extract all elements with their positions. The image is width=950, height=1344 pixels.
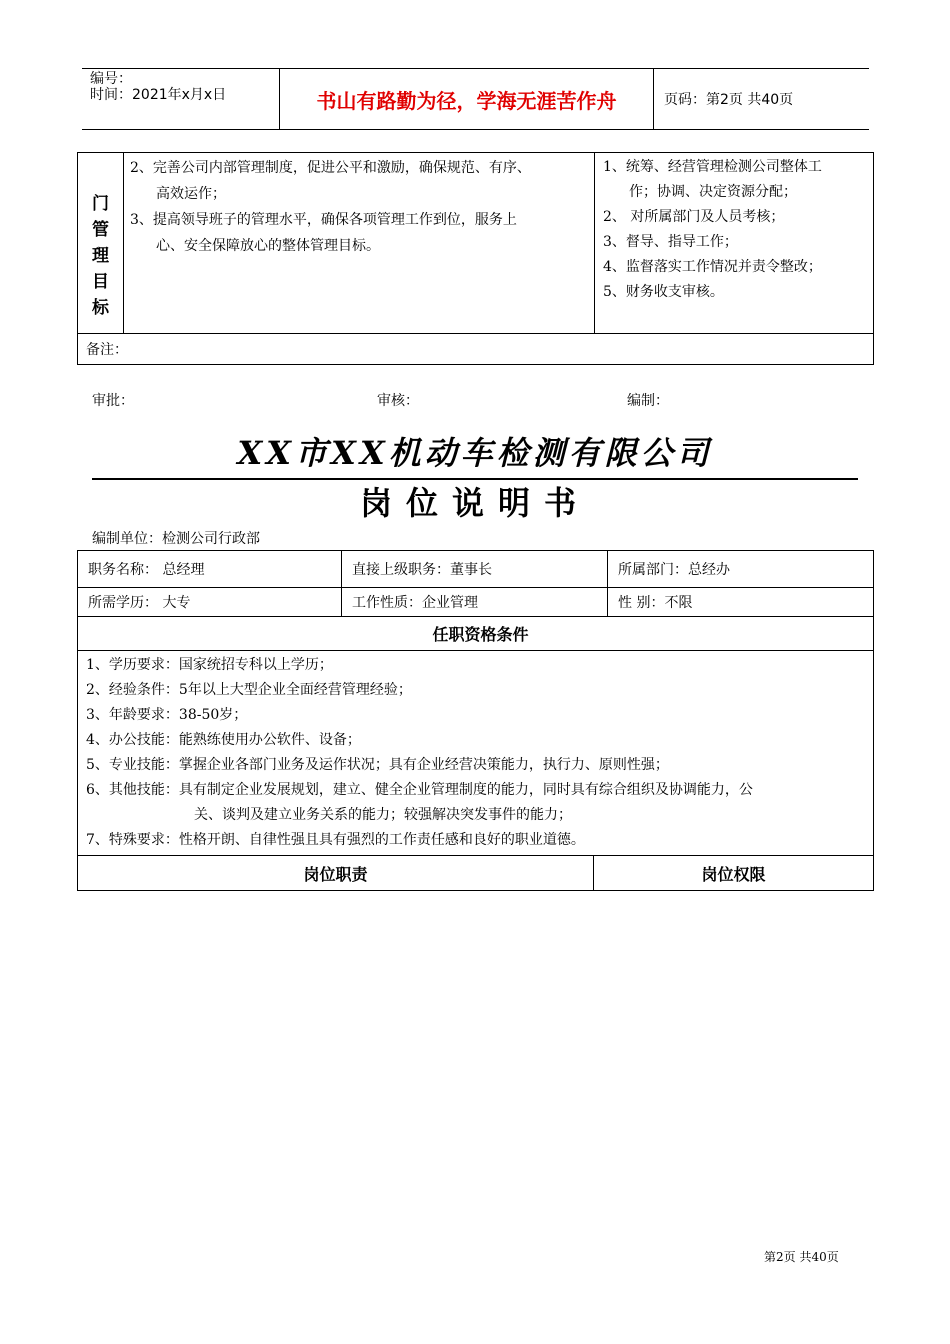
requirement-item-continuation: 关、谈判及建立业务关系的能力；较强解决突发事件的能力； — [194, 807, 572, 823]
requirement-item: 6、其他技能：具有制定企业发展规划，建立、健全企业管理制度的能力，同时具有综合组织及协调能力，公 — [86, 782, 753, 798]
authority-item: 4、监督落实工作情况并责令整改； — [603, 259, 822, 275]
document-title: 岗位说明书 — [359, 484, 590, 522]
position-cell: 职务名称： 总经理 — [78, 551, 342, 587]
note-row: 备注： — [86, 342, 128, 358]
job-info-row-1 — [78, 551, 873, 588]
requirement-item: 7、特殊要求：性格开朗、自律性强且具有强烈的工作责任感和良好的职业道德。 — [86, 832, 585, 848]
goals-side-label — [78, 153, 124, 333]
goals-right-column — [595, 153, 873, 333]
goal-item: 2、完善公司内部管理制度，促进公平和激励，确保规范、有序、 — [130, 160, 531, 176]
qualification-title: 任职资格条件 — [78, 617, 873, 651]
authority-item: 2、 对所属部门及人员考核； — [603, 209, 785, 225]
requirement-item: 2、经验条件：5年以上大型企业全面经营管理经验； — [86, 682, 412, 698]
header-motto: 书山有路勤为径，学海无涯苦作舟 — [280, 69, 654, 129]
header-info — [82, 69, 280, 129]
requirement-item: 3、年龄要求：38-50岁； — [86, 707, 248, 723]
page-footer: 第2页 共40页 — [764, 1250, 839, 1264]
number-label: 编号： — [90, 71, 132, 87]
authority-item: 1、统筹、经营管理检测公司整体工 — [603, 159, 822, 175]
compile-label: 编制： — [627, 393, 669, 409]
side-label-char: 目 — [92, 272, 109, 292]
requirement-item: 4、办公技能：能熟练使用办公软件、设备； — [86, 732, 361, 748]
compile-unit: 编制单位：检测公司行政部 — [92, 531, 260, 547]
side-label-char: 标 — [92, 298, 109, 318]
goals-table-main-row — [78, 153, 873, 334]
goal-item: 3、提高领导班子的管理水平，确保各项管理工作到位，服务上 — [130, 212, 517, 228]
education-cell: 所需学历： 大专 — [78, 588, 342, 616]
authority-item: 3、督导、指导工作； — [603, 234, 738, 250]
header-page-code: 页码：第2页 共40页 — [664, 92, 794, 108]
authority-item-continuation: 作；协调、决定资源分配； — [629, 184, 797, 200]
department-cell: 所属部门：总经办 — [618, 562, 730, 578]
requirement-item: 5、专业技能：掌握企业各部门业务及运作状况；具有企业经营决策能力，执行力、原则性强； — [86, 757, 669, 773]
company-name: XX市XX机动车检测有限公司 — [92, 428, 858, 480]
job-table — [77, 550, 874, 891]
job-info-row-2 — [78, 588, 873, 617]
side-label-char: 门 — [92, 194, 109, 214]
requirement-item: 1、学历要求：国家统招专科以上学历； — [86, 657, 333, 673]
nature-cell: 工作性质：企业管理 — [342, 588, 608, 616]
goals-table — [77, 152, 874, 365]
authority-item: 5、财务收支审核。 — [603, 284, 724, 300]
goals-left-column — [124, 153, 595, 333]
gender-cell: 性 别：不限 — [618, 595, 693, 611]
side-label-char: 管 — [92, 220, 109, 240]
approve-label: 审批： — [92, 393, 134, 409]
review-label: 审核： — [377, 393, 419, 409]
duties-authority-header — [78, 856, 873, 890]
time-label: 时间：2021年x月x日 — [90, 87, 227, 103]
superior-cell: 直接上级职务：董事长 — [342, 551, 608, 587]
requirements-list — [78, 651, 873, 856]
goal-item-continuation: 高效运作； — [156, 186, 226, 202]
authority-title: 岗位权限 — [701, 864, 766, 884]
side-label-char: 理 — [92, 246, 109, 266]
goal-item-continuation: 心、安全保障放心的整体管理目标。 — [156, 238, 380, 254]
page-header — [82, 68, 869, 130]
duties-title: 岗位职责 — [78, 856, 594, 890]
